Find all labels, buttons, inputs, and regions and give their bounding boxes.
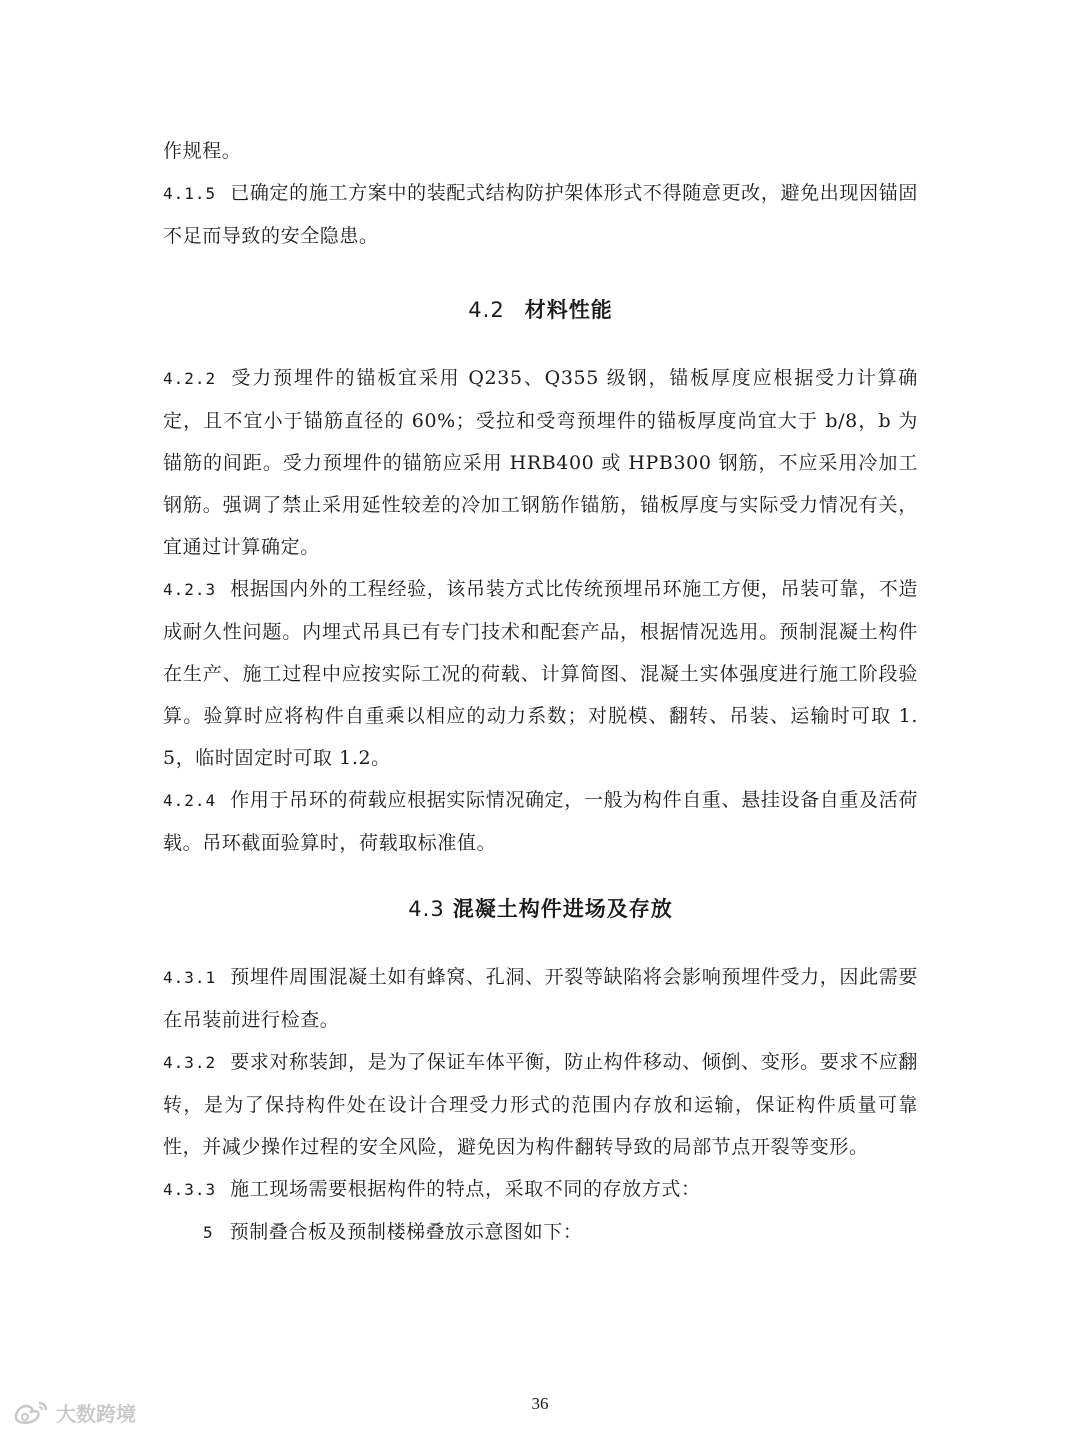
clause-text: 施工现场需要根据构件的特点，采取不同的存放方式： xyxy=(230,1178,701,1200)
section-title: 材料性能 xyxy=(524,298,613,322)
clause-number: 4.3.2 xyxy=(163,1053,217,1072)
clause-text: 作用于吊环的荷载应根据实际情况确定，一般为构件自重、悬挂设备自重及活荷载。吊环截面验算时，荷载取标准值。 xyxy=(163,789,918,854)
continuation-text: 作规程。 xyxy=(163,140,242,162)
clause-number: 4.2.2 xyxy=(163,369,217,388)
clause-number: 4.2.3 xyxy=(163,580,217,599)
clause-number: 4.1.5 xyxy=(163,184,217,203)
clause-4-2-2 xyxy=(163,357,918,568)
section-title: 混凝土构件进场及存放 xyxy=(452,897,673,921)
clause-number: 4.2.4 xyxy=(163,791,217,810)
clause-text: 预埋件周围混凝土如有蜂窝、孔洞、开裂等缺陷将会影响预埋件受力，因此需要在吊装前进行检查。 xyxy=(163,966,918,1031)
watermark-text: 大数跨境 xyxy=(56,1402,136,1426)
item-number: 5 xyxy=(203,1223,214,1242)
section-heading-4-3 xyxy=(163,888,918,930)
section-heading-4-2 xyxy=(163,289,918,331)
clause-number: 4.3.1 xyxy=(163,968,217,987)
clause-4-2-4 xyxy=(163,779,918,864)
section-number: 4.3 xyxy=(408,897,445,921)
page-number: 36 xyxy=(531,1394,549,1413)
clause-number: 4.3.3 xyxy=(163,1180,217,1199)
clause-text: 受力预埋件的锚板宜采用 Q235、Q355 级钢，锚板厚度应根据受力计算确定，且不宜小于锚筋直径的 60%；受拉和受弯预埋件的锚板厚度尚宜大于 b/8，b 为锚筋的间距。受力预埋件的锚筋应采用 HRB400 或 HPB300 钢筋，不应采用冷加工钢筋。强调了禁止采用延性较差的冷加工钢筋作锚筋，锚板厚度与实际受力情况有关，宜通过计算确定。 xyxy=(163,367,918,558)
clause-4-3-2 xyxy=(163,1041,918,1168)
clause-4-3-1 xyxy=(163,956,918,1041)
document-page xyxy=(163,130,918,1254)
clause-4-2-3 xyxy=(163,568,918,779)
clause-4-3-3 xyxy=(163,1168,918,1211)
list-item-5 xyxy=(163,1211,918,1254)
item-text: 预制叠合板及预制楼梯叠放示意图如下： xyxy=(229,1221,583,1243)
clause-text: 已确定的施工方案中的装配式结构防护架体形式不得随意更改，避免出现因锚固不足而导致的安全隐患。 xyxy=(163,182,918,247)
clause-text: 根据国内外的工程经验，该吊装方式比传统预埋吊环施工方便，吊装可靠，不造成耐久性问题。内埋式吊具已有专门技术和配套产品，根据情况选用。预制混凝土构件在生产、施工过程中应按实际工况的荷载、计算简图、混凝土实体强度进行施工阶段验算。验算时应将构件自重乘以相应的动力系数；对脱模、翻转、吊装、运输时可取 1.5，临时固定时可取 1.2。 xyxy=(163,578,918,769)
clause-text: 要求对称装卸，是为了保证车体平衡，防止构件移动、倾倒、变形。要求不应翻转，是为了保持构件处在设计合理受力形式的范围内存放和运输，保证构件质量可靠性，并减少操作过程的安全风险，避免因为构件翻转导致的局部节点开裂等变形。 xyxy=(163,1051,918,1158)
weibo-logo-icon xyxy=(10,1399,50,1427)
clause-4-1-5 xyxy=(163,172,918,257)
section-number: 4.2 xyxy=(468,298,505,322)
watermark xyxy=(10,1398,136,1427)
